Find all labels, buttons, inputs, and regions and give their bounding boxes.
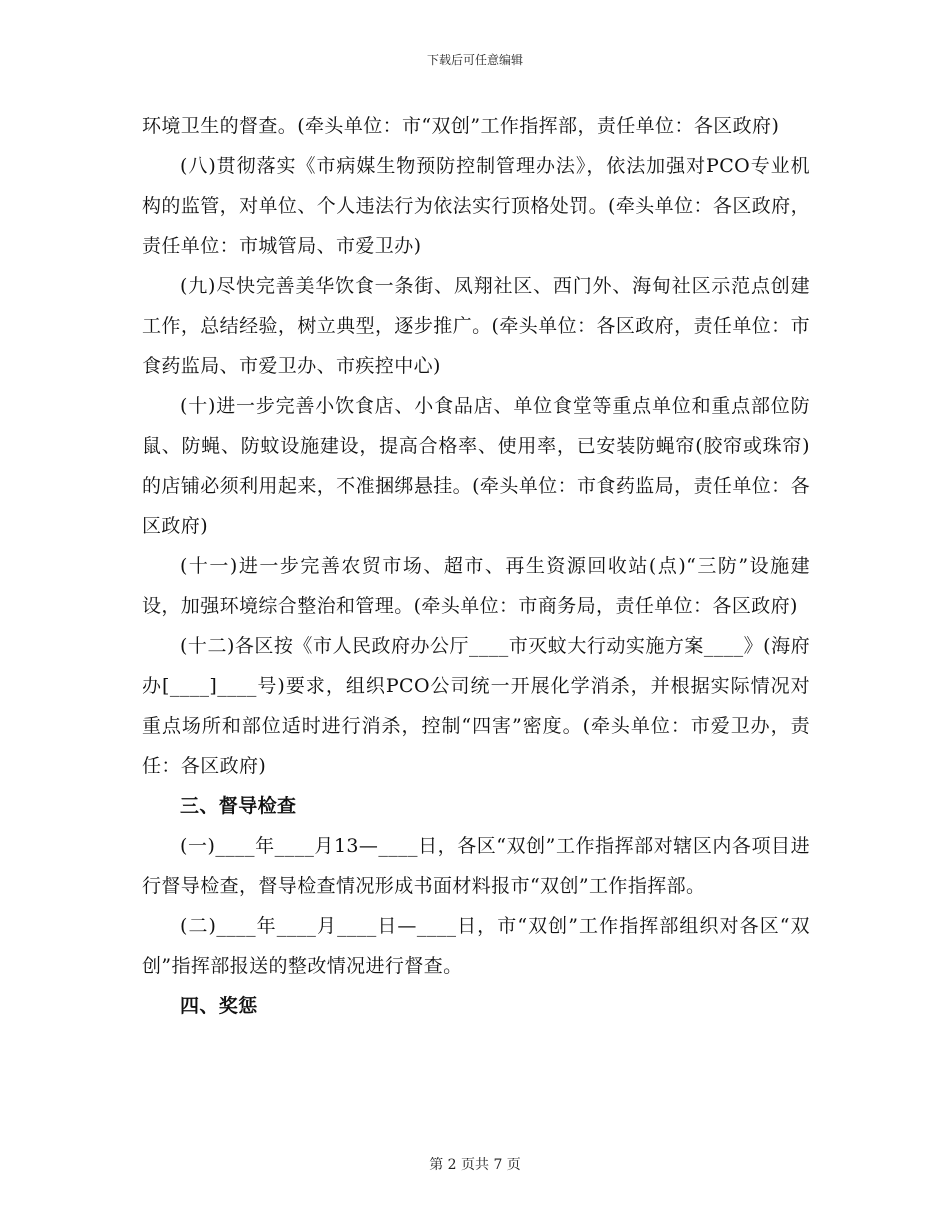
paragraph-item-10: (十)进一步完善小饮食店、小食品店、单位食堂等重点单位和重点部位防鼠、防蝇、防蚊设施建设，提高合格率、使用率，已安装防蝇帘(胶帘或珠帘)的店铺必须利用起来，不准捆绑悬挂。(牵头单位：市食药监局，责任单位：各区政府) [142,395,810,537]
page-footer: 第 2 页共 7 页 [429,1157,521,1173]
paragraph-supervision-2: (二)____年____月____日—____日，市“双创”工作指挥部组织对各区“双创”指挥部报送的整改情况进行督查。 [142,915,810,977]
paragraph-supervision-1: (一)____年____月13—____日，各区“双创”工作指挥部对辖区内各项目进行督导检查，督导检查情况形成书面材料报市“双创”工作指挥部。 [142,835,810,897]
page-header: 下载后可任意编辑 [426,53,523,67]
section-heading-supervision: 三、督导检查 [180,795,297,817]
document-body [142,106,810,1026]
paragraph-item-11: (十一)进一步完善农贸市场、超市、再生资源回收站(点)“三防”设施建设，加强环境综合整治和管理。(牵头单位：市商务局，责任单位：各区政府) [142,555,810,617]
paragraph-item-12: (十二)各区按《市人民政府办公厅____市灭蚊大行动实施方案____》(海府办[____]____号)要求，组织PCO公司统一开展化学消杀，并根据实际情况对重点场所和部位适时进行消杀，控制“四害”密度。(牵头单位：市爱卫办，责任：各区政府) [142,635,810,777]
section-heading-rewards: 四、奖惩 [180,995,258,1017]
paragraph-continuation: 环境卫生的督查。(牵头单位：市“双创”工作指挥部，责任单位：各区政府) [142,115,780,137]
paragraph-item-8: (八)贯彻落实《市病媒生物预防控制管理办法》，依法加强对PCO专业机构的监管，对单位、个人违法行为依法实行顶格处罚。(牵头单位：各区政府，责任单位：市城管局、市爱卫办) [142,155,810,257]
paragraph-item-9: (九)尽快完善美华饮食一条街、凤翔社区、西门外、海甸社区示范点创建工作，总结经验，树立典型，逐步推广。(牵头单位：各区政府，责任单位：市食药监局、市爱卫办、市疾控中心) [142,275,810,377]
